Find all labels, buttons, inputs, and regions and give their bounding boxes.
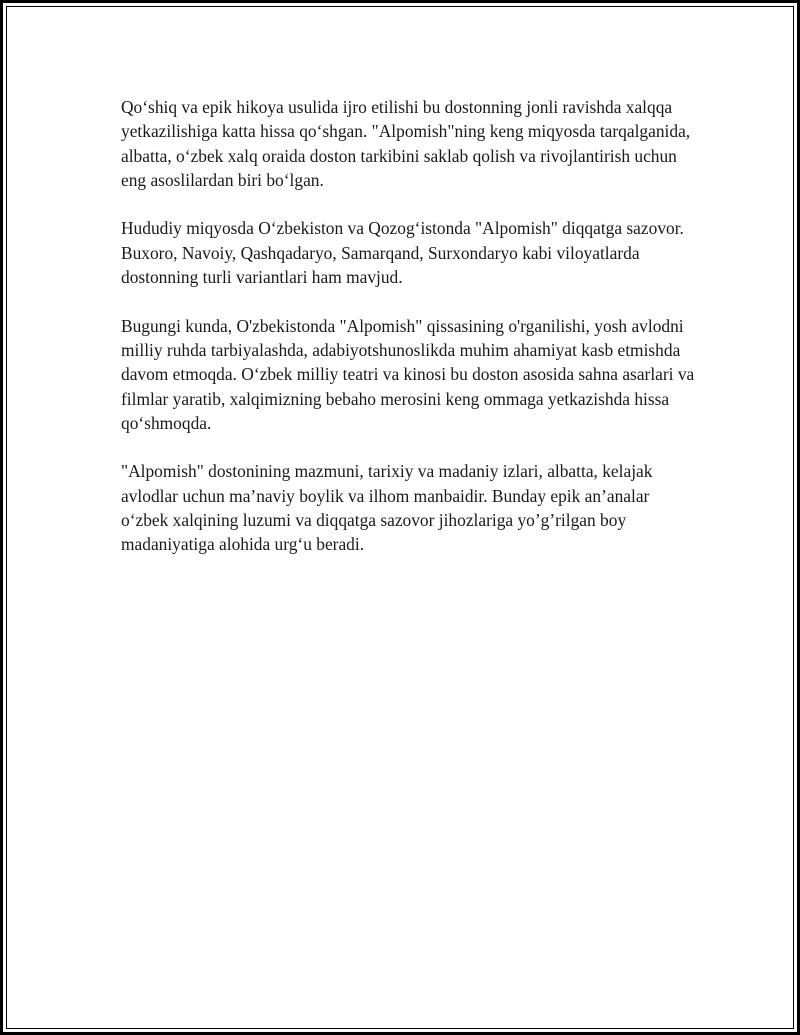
paragraph-1: Qo‘shiq va epik hikoya usulida ijro etilishi bu dostonning jonli ravishda xalqqa yetkazilishiga katta hissa qo‘shgan. "Alpomish"ning keng miqyosda tarqalganida, albatta, o‘zbek xalq oraida doston tarkibini saklab qolish va rivojlantirish uchun eng asoslilardan biri bo‘lgan. bbox=[121, 97, 691, 190]
document-body bbox=[121, 95, 696, 581]
paragraph-3: Bugungi kunda, O'zbekistonda "Alpomish" qissasining o'rganilishi, yosh avlodni milliy ruhda tarbiyalashda, adabiyotshunoslikda muhim ahamiyat kasb etmishda davom etmoqda. O‘zbek milliy teatri va kinosi bu doston asosida sahna asarlari va filmlar yaratib, xalqimizning bebaho merosini keng ommaga yetkazishda hissa qo‘shmoqda. bbox=[121, 315, 695, 433]
paragraph-2: Hududiy miqyosda O‘zbekiston va Qozog‘istonda "Alpomish" diqqatga sazovor. Buxoro, Navoiy, Qashqadaryo, Samarqand, Surxondaryo kabi viloyatlarda dostonning turli variantlari ham mavjud. bbox=[121, 218, 684, 288]
paragraph-4: "Alpomish" dostonining mazmuni, tarixiy va madaniy izlari, albatta, kelajak avlodlar uchun ma’naviy boylik va ilhom manbaidir. Bunday epik an’analar o‘zbek xalqining luzumi va diqqatga sazovor jihozlariga yo’g’rilgan boy madaniyatiga alohida urg‘u beradi. bbox=[121, 461, 653, 555]
